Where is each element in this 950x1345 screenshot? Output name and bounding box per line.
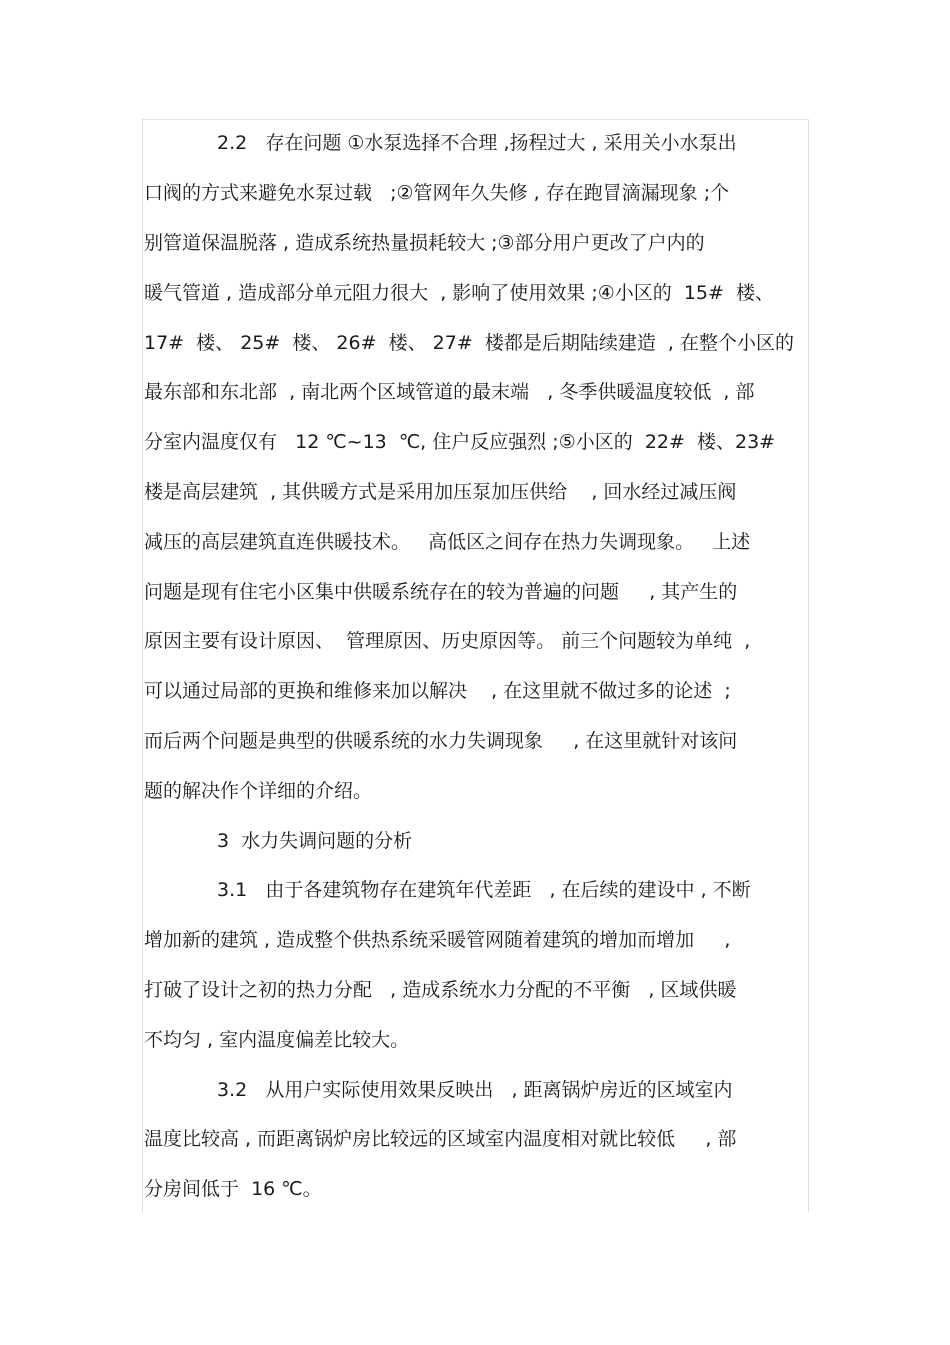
paragraph-2-2-line: 2.2 存在问题 ①水泵选择不合理 ,扬程过大 , 采用关小水泵出 [217, 132, 737, 154]
paragraph-2-2-line: 别管道保温脱落 , 造成系统热量损耗较大 ;③部分用户更改了户内的 [144, 232, 705, 254]
paragraph-2-2-line: 口阀的方式来避免水泵过载 ;②管网年久失修 , 存在跑冒滴漏现象 ;个 [144, 182, 730, 204]
paragraph-3-1-line: 3.1 由于各建筑物存在建筑年代差距 , 在后续的建设中 , 不断 [217, 879, 751, 901]
paragraph-3-2-line: 3.2 从用户实际使用效果反映出 , 距离锅炉房近的区域室内 [217, 1079, 733, 1101]
paragraph-2-2-line: 可以通过局部的更换和维修来加以解决 , 在这里就不做过多的论述 ; [144, 680, 731, 702]
paragraph-2-2-line: 最东部和东北部 , 南北两个区域管道的最末端 , 冬季供暖温度较低 , 部 [144, 381, 755, 403]
paragraph-2-2-line: 暖气管道 , 造成部分单元阻力很大 , 影响了使用效果 ;④小区的 15# 楼、 [144, 282, 775, 304]
section-heading-3: 3 水力失调问题的分析 [217, 830, 413, 852]
paragraph-2-2-line: 分室内温度仅有 12 ℃~13 ℃, 住户反应强烈 ;⑤小区的 22# 楼、23# [144, 431, 776, 453]
paragraph-2-2-line: 而后两个问题是典型的供暖系统的水力失调现象 , 在这里就针对该问 [144, 730, 738, 752]
paragraph-3-2-line: 分房间低于 16 ℃。 [144, 1178, 322, 1200]
paragraph-3-1-line: 打破了设计之初的热力分配 , 造成系统水力分配的不平衡 , 区域供暖 [144, 979, 737, 1001]
paragraph-2-2-line: 楼是高层建筑 , 其供暖方式是采用加压泵加压供给 , 回水经过减压阀 [144, 481, 737, 503]
paragraph-2-2-line: 题的解决作个详细的介绍。 [144, 780, 373, 802]
paragraph-2-2-line: 问题是现有住宅小区集中供暖系统存在的较为普遍的问题 , 其产生的 [144, 581, 738, 603]
paragraph-3-2-line: 温度比较高 , 而距离锅炉房比较远的区域室内温度相对就比较低 , 部 [144, 1128, 737, 1150]
paragraph-2-2-line: 17# 楼、 25# 楼、 26# 楼、 27# 楼都是后期陆续建造 , 在整个小区的 [144, 332, 794, 354]
paragraph-3-1-line: 不均匀 , 室内温度偏差比较大。 [144, 1029, 410, 1051]
paragraph-2-2-line: 原因主要有设计原因、 管理原因、历史原因等。 前三个问题较为单纯 , [144, 630, 751, 652]
paragraph-2-2-line: 减压的高层建筑直连供暖技术。 高低区之间存在热力失调现象。 上述 [144, 531, 751, 553]
paragraph-3-1-line: 增加新的建筑 , 造成整个供热系统采暖管网随着建筑的增加而增加 , [144, 929, 731, 951]
